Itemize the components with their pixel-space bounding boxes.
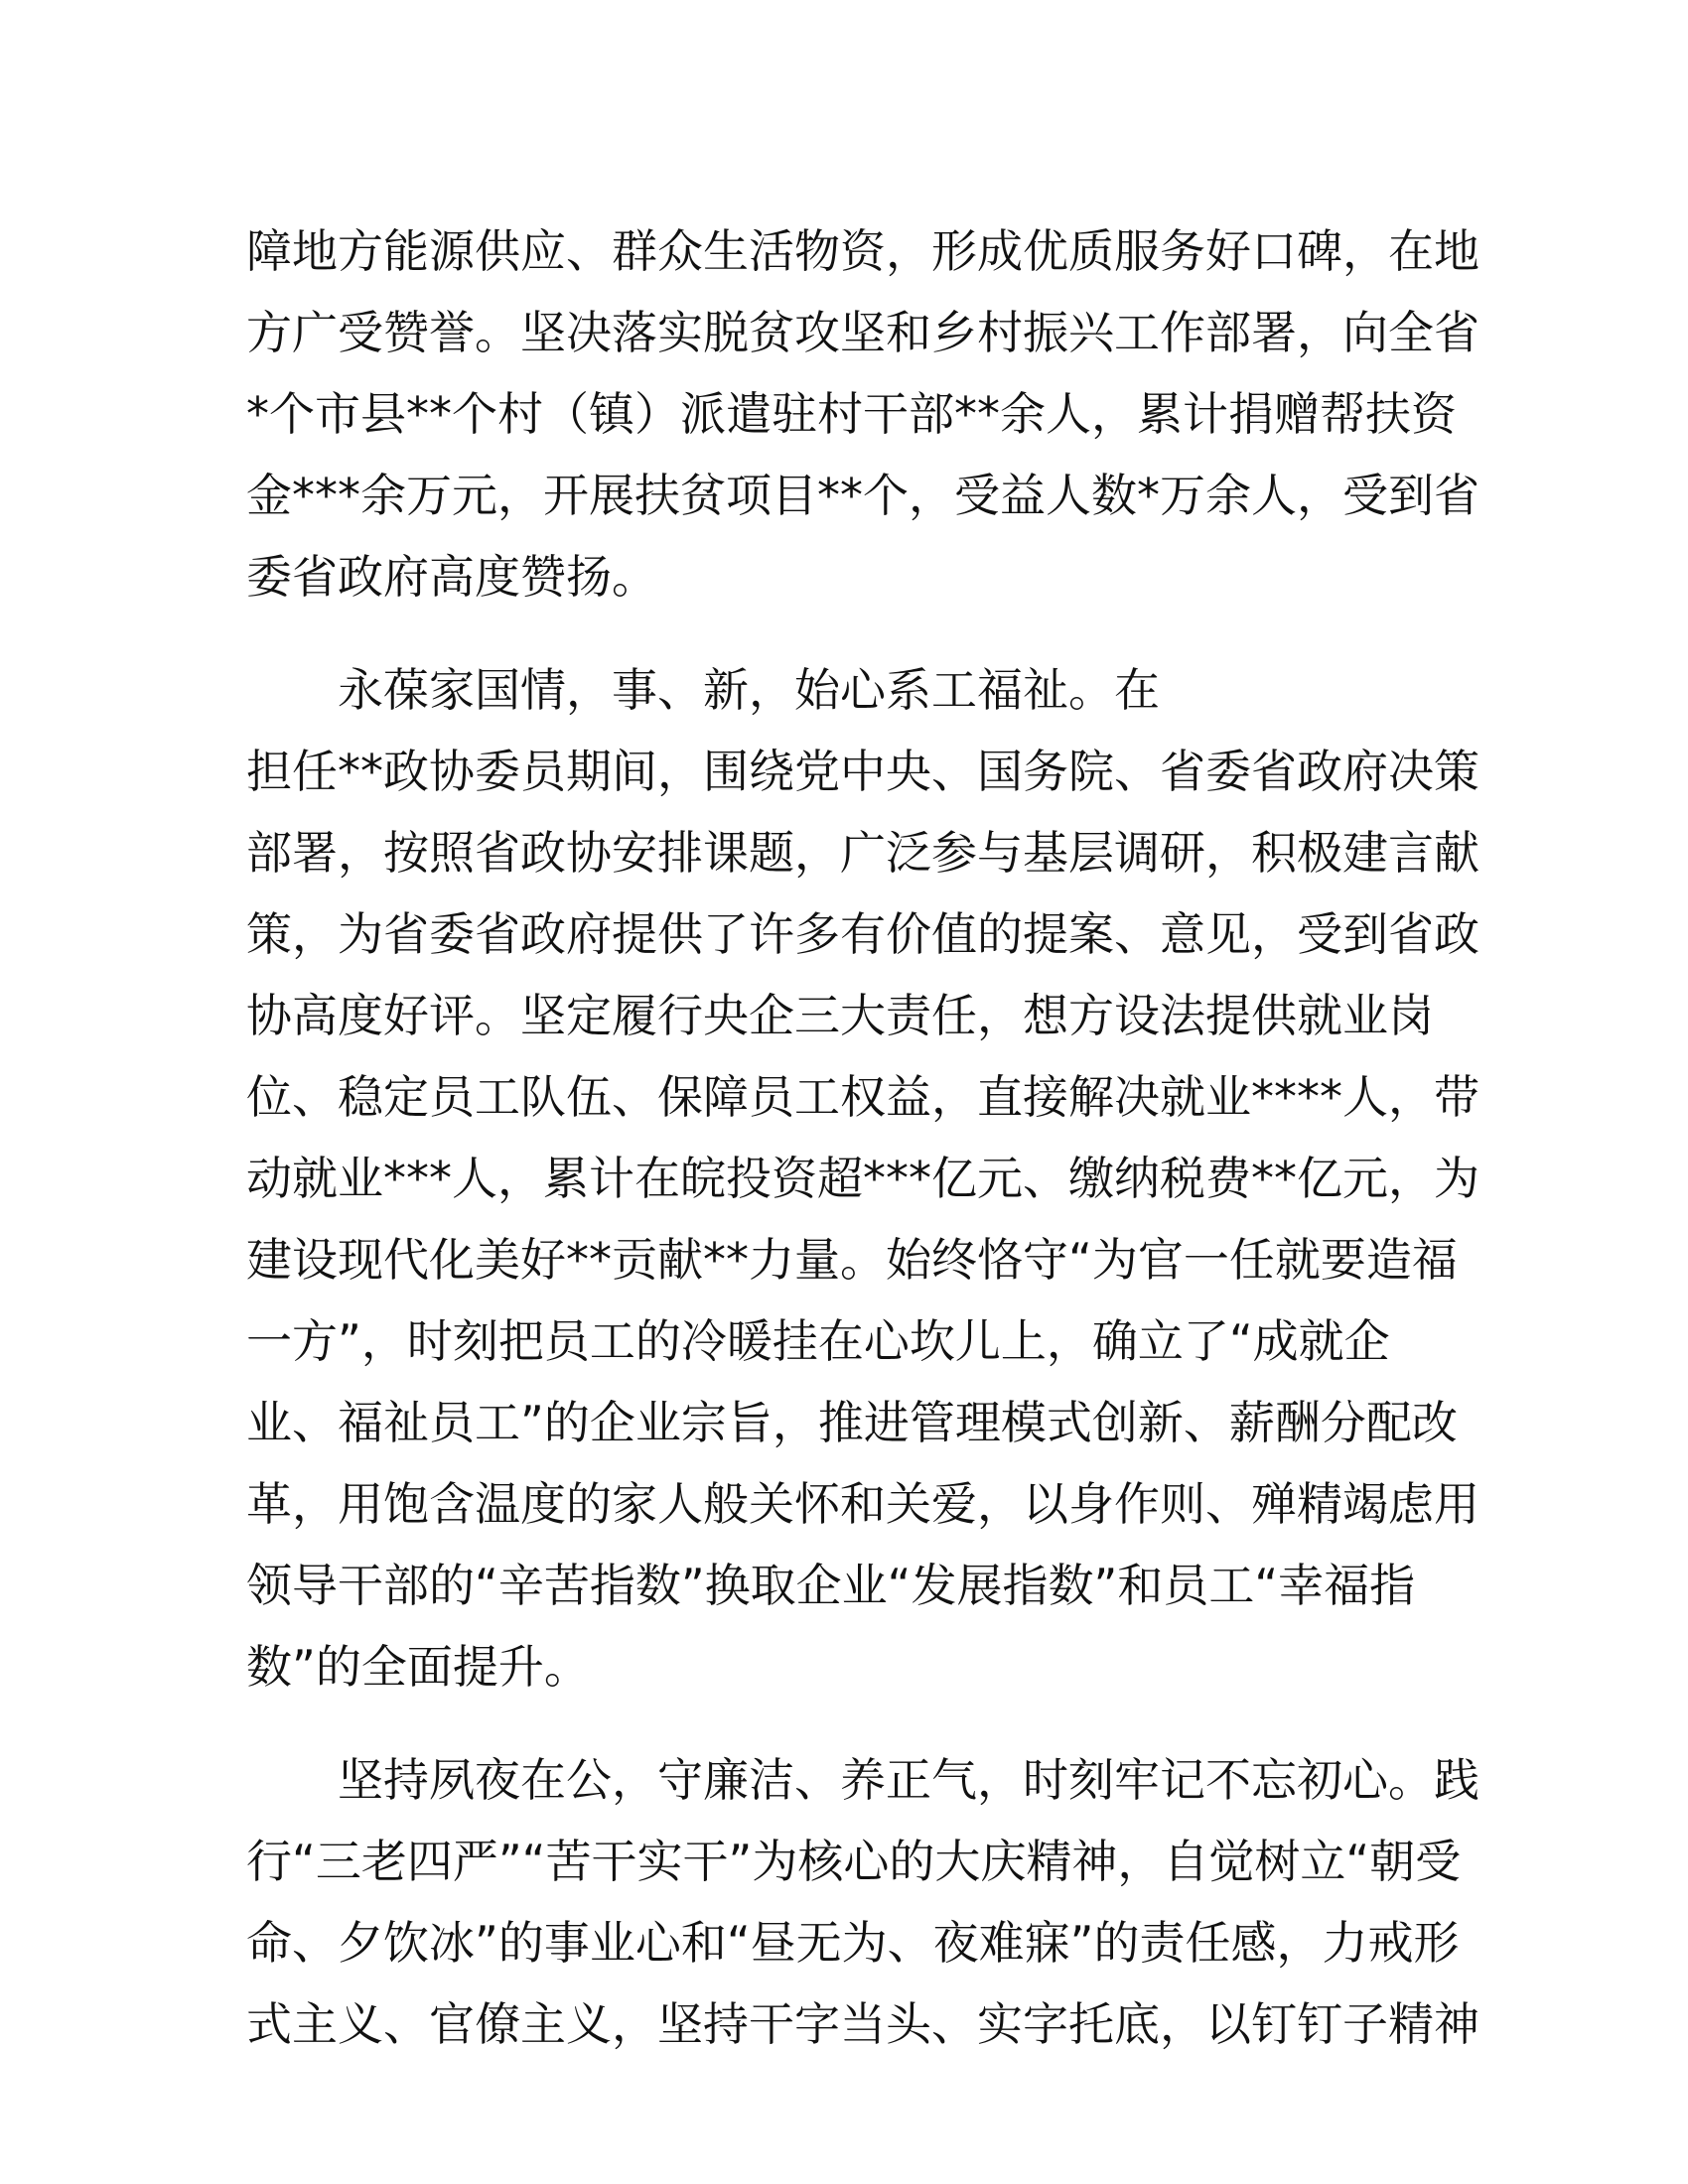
- text-line: 部署，按照省政协安排课题，广泛参与基层调研，积极建言献: [246, 826, 1479, 880]
- text-line: *个市县**个村（镇）派遣驻村干部**余人，累计捐赠帮扶资: [246, 387, 1457, 441]
- text-line: 坚持夙夜在公，守廉洁、养正气，时刻牢记不忘初心。践: [246, 1753, 1479, 1807]
- text-line: 担任**政协委员期间，围绕党中央、国务院、省委省政府决策: [246, 745, 1479, 798]
- text-line: 数”的全面提升。: [246, 1640, 590, 1694]
- text-line: 一方”，时刻把员工的冷暖挂在心坎儿上，确立了“成就企: [246, 1314, 1390, 1368]
- text-line: 协高度好评。坚定履行央企三大责任，想方设法提供就业岗: [246, 989, 1434, 1042]
- text-line: 动就业***人，累计在皖投资超***亿元、缴纳税费**亿元，为: [246, 1152, 1479, 1205]
- text-line: 领导干部的“辛苦指数”换取企业“发展指数”和员工“幸福指: [246, 1559, 1416, 1612]
- text-line: 命、夕饮冰”的事业心和“昼无为、夜难寐”的责任感，力戒形: [246, 1916, 1460, 1970]
- text-line: 革，用饱含温度的家人般关怀和关爱，以身作则、殚精竭虑用: [246, 1477, 1479, 1531]
- text-line: 建设现代化美好**贡献**力量。始终恪守“为官一任就要造福: [246, 1233, 1458, 1287]
- text-line: 方广受赞誉。坚决落实脱贫攻坚和乡村振兴工作部署，向全省: [246, 306, 1479, 359]
- text-line: 行“三老四严”“苦干实干”为核心的大庆精神，自觉树立“朝受: [246, 1835, 1462, 1888]
- paragraph-spacer: [246, 1707, 1438, 1739]
- paragraph-spacer: [246, 617, 1438, 649]
- text-line: 策，为省委省政府提供了许多有价值的提案、意见，受到省政: [246, 907, 1479, 961]
- text-line: 式主义、官僚主义，坚持干字当头、实字托底，以钉钉子精神: [246, 1997, 1479, 2051]
- paragraph-3: [246, 1739, 1479, 2065]
- text-line: 永葆家国情，事、新，始心系工福祉。在: [246, 663, 1160, 717]
- document-body: [246, 210, 1479, 2065]
- text-line: 业、福祉员工”的企业宗旨，推进管理模式创新、薪酬分配改: [246, 1396, 1458, 1449]
- text-line: 金***余万元，开展扶贫项目**个，受益人数*万余人，受到省: [246, 469, 1479, 522]
- text-line: 障地方能源供应、群众生活物资，形成优质服务好口碑，在地: [246, 224, 1479, 278]
- text-line: 委省政府高度赞扬。: [246, 550, 657, 604]
- text-line: 位、稳定员工队伍、保障员工权益，直接解决就业****人，带: [246, 1070, 1479, 1124]
- paragraph-2: [246, 649, 1479, 1707]
- paragraph-1: [246, 210, 1479, 617]
